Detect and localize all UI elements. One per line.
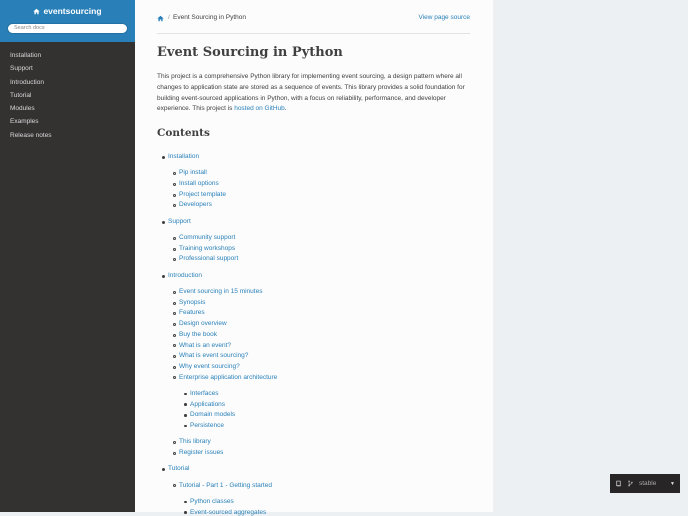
divider <box>157 33 470 34</box>
toc-bullet <box>173 237 176 240</box>
toc-link-level-2[interactable]: Design overview <box>179 320 227 328</box>
sidebar-item-release-notes[interactable]: Release notes <box>10 131 52 139</box>
toc-bullet <box>173 204 176 207</box>
toc-bullet <box>173 194 176 197</box>
toc-link-level-2[interactable]: Event sourcing in 15 minutes <box>179 288 263 295</box>
caret-down-icon: ▼ <box>670 480 675 487</box>
intro-end: . <box>284 105 287 113</box>
toc-bullet <box>173 441 176 444</box>
breadcrumb-current: Event Sourcing in Python <box>173 14 246 21</box>
sidebar-item-modules[interactable]: Modules <box>10 105 35 113</box>
toc-bullet <box>173 291 176 294</box>
home-icon <box>33 8 40 15</box>
toc-bullet <box>173 376 176 379</box>
toc-link-level-2[interactable]: Buy the book <box>179 330 217 338</box>
toc-bullet <box>162 468 165 471</box>
toc-link-level-2[interactable]: Project template <box>179 190 226 198</box>
toc-link-level-2[interactable]: What is event sourcing? <box>179 352 249 360</box>
github-link[interactable]: hosted on GitHub <box>234 105 285 113</box>
book-icon <box>615 480 622 487</box>
toc-bullet <box>184 511 187 514</box>
toc-link-level-1[interactable]: Installation <box>168 153 200 160</box>
toc-link-level-2[interactable]: Developers <box>179 201 212 209</box>
sidebar-item-examples[interactable]: Examples <box>10 118 39 126</box>
toc-link-level-2[interactable]: Install options <box>179 180 219 187</box>
toc-link-level-2[interactable]: What is an event? <box>179 341 232 349</box>
toc-link-level-2[interactable]: Pip install <box>179 169 207 177</box>
contents-heading: Contents <box>157 127 210 139</box>
toc-link-level-2[interactable]: Community support <box>179 234 236 241</box>
toc-bullet <box>173 183 176 186</box>
toc-bullet <box>173 484 176 487</box>
sidebar-item-introduction[interactable]: Introduction <box>10 78 44 86</box>
toc-link-level-3[interactable]: Interfaces <box>190 389 219 397</box>
toc-bullet <box>162 156 165 159</box>
toc-link-level-3[interactable]: Python classes <box>190 497 234 505</box>
sidebar <box>0 0 135 512</box>
toc-link-level-2[interactable]: Professional support <box>179 255 239 263</box>
toc-link-level-1[interactable]: Introduction <box>168 271 202 279</box>
brand-name: eventsourcing <box>43 6 102 16</box>
toc-link-level-1[interactable]: Tutorial <box>168 465 190 473</box>
toc-link-level-2[interactable]: Synopsis <box>179 298 206 306</box>
toc-bullet <box>184 501 187 504</box>
toc-bullet <box>173 302 176 305</box>
toc-link-level-1[interactable]: Support <box>168 217 191 225</box>
page-title: Event Sourcing in Python <box>157 45 343 60</box>
toc-bullet <box>184 393 187 396</box>
toc-bullet <box>173 366 176 369</box>
toc-link-level-2[interactable]: Register issues <box>179 449 224 456</box>
toc-bullet <box>173 248 176 251</box>
main-content <box>135 0 493 516</box>
sidebar-item-support[interactable]: Support <box>10 65 33 73</box>
breadcrumb-separator: / <box>168 14 170 21</box>
toc-bullet <box>173 172 176 175</box>
toc-bullet <box>173 452 176 455</box>
toc-link-level-2[interactable]: Tutorial - Part 1 - Getting started <box>179 481 272 489</box>
sidebar-item-installation[interactable]: Installation <box>10 52 42 59</box>
toc-link-level-2[interactable]: Enterprise application architecture <box>179 373 278 381</box>
toc-bullet <box>162 221 165 224</box>
brand-link[interactable] <box>0 6 135 16</box>
toc-link-level-3[interactable]: Event-sourced aggregates <box>190 508 267 516</box>
git-branch-icon <box>627 480 634 487</box>
toc-link-level-2[interactable]: Training workshops <box>179 244 236 252</box>
sidebar-nav <box>0 49 135 142</box>
home-icon[interactable] <box>157 15 164 22</box>
toc-bullet <box>173 334 176 337</box>
toc-bullet <box>184 403 187 406</box>
sidebar-item-tutorial[interactable]: Tutorial <box>10 91 32 99</box>
toc-bullet <box>162 275 165 278</box>
toc-bullet <box>184 414 187 417</box>
toc-link-level-3[interactable]: Domain models <box>190 411 236 419</box>
toc-link-level-2[interactable]: Features <box>179 309 205 317</box>
breadcrumb <box>157 14 470 24</box>
toc-bullet <box>173 258 176 261</box>
intro-text: This project is a comprehensive Python library for implementing event sourcing, a design pattern where all changes to application state are stored as a sequence of events. This library provides a solid foundation for building event-sourced applications in Python, with a focus on reliability, performance, and developer experience. This project is <box>157 73 465 113</box>
toc-link-level-2[interactable]: Why event sourcing? <box>179 362 240 370</box>
toc-bullet <box>173 355 176 358</box>
toc-bullet <box>184 425 187 428</box>
version-label: stable <box>639 480 657 487</box>
right-gutter <box>493 0 688 512</box>
view-source-link[interactable]: View page source <box>418 14 470 21</box>
toc-link-level-2[interactable]: This library <box>179 438 211 446</box>
toc-bullet <box>173 323 176 326</box>
toc-link-level-3[interactable]: Applications <box>190 400 226 408</box>
sidebar-header <box>0 0 135 42</box>
intro-paragraph <box>157 72 467 115</box>
toc-bullet <box>173 312 176 315</box>
version-switcher[interactable] <box>610 474 680 493</box>
toc-bullet <box>173 344 176 347</box>
toc-link-level-3[interactable]: Persistence <box>190 422 224 429</box>
search-input[interactable] <box>7 23 128 34</box>
